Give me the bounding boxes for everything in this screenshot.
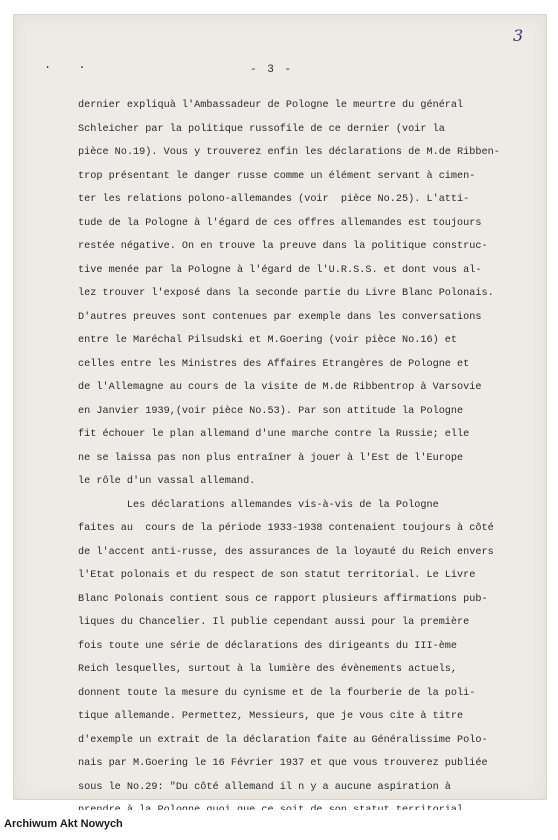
text-line: fois toute une série de déclarations des dirigeants du III-ème [78,640,458,652]
text-line: faites au cours de la période 1933-1938 contenaient toujours à côté [78,523,494,534]
text-line: tude de la Pologne à l'égard de ces offres allemandes est toujours [78,217,482,229]
text-line: de l'accent anti-russe, des assurances de la loyauté du Reich envers [78,546,494,558]
text-line: celles entre les Ministres des Affaires Etrangères de Pologne et [78,358,470,370]
archive-label: Archiwum Akt Nowych [4,818,123,830]
text-line: de l'Allemagne au cours de la visite de M.de Ribbentrop à Varsovie [78,382,482,393]
text-line: restée négative. On en trouve la preuve dans la politique construc- [78,241,488,252]
text-line: en Janvier 1939,(voir pièce No.53). Par son attitude la Pologne [78,405,464,417]
text-line: tive menée par la Pologne à l'égard de l'U.R.S.S. et dont vous al- [78,264,482,276]
text-line: Blanc Polonais contient sous ce rapport plusieurs affirmations pub- [78,593,488,605]
text-line: D'autres preuves sont contenues par exemple dans les conversations [78,311,482,323]
text-line: d'exemple un extrait de la déclaration faite au Généralissime Polo- [78,734,488,746]
text-line: dernier expliquà l'Ambassadeur de Pologne le meurtre du général [78,100,464,111]
text-line: trop présentant le danger russe comme un élément servant à cimen- [78,170,476,182]
text-line: sous le No.29: "Du côté allemand il n y a aucune aspiration à [78,781,451,793]
text-line: lez trouver l'exposé dans la seconde partie du Livre Blanc Polonais. [78,288,494,299]
text-line: fit échouer le plan allemand d'une marche contre la Russie; elle [78,429,470,440]
body-text [78,94,530,823]
header-dots: . . [44,58,96,72]
text-line: Schleicher par la politique russofile de ce dernier (voir la [78,123,445,135]
archive-footer [0,810,558,840]
text-line: pièce No.19). Vous y trouverez enfin les déclarations de M.de Ribben- [78,147,500,158]
text-line: nais par M.Goering le 16 Février 1937 et que vous trouverez publiée [78,758,488,769]
text-line: l'Etat polonais et du respect de son statut territorial. Le Livre [78,570,476,581]
text-line: Reich lesquelles, surtout à la lumière des évènements actuels, [78,664,458,675]
text-line: le rôle d'un vassal allemand. [78,476,256,487]
text-line: tique allemande. Permettez, Messieurs, que je vous cite à titre [78,711,464,722]
text-line: donnent toute la mesure du cynisme et de la fourberie de la poli- [78,687,476,699]
page-number: - 3 - [250,64,294,76]
text-line: Les déclarations allemandes vis-à-vis de la Pologne [78,499,439,511]
handwritten-page-mark: 3 [513,26,524,45]
text-line: liques du Chancelier. Il publie cependant aussi pour la première [78,617,470,628]
text-line: entre le Maréchal Pilsudski et M.Goering (voir pièce No.16) et [78,335,458,346]
text-line: ne se laissa pas non plus entraîner à jouer à l'Est de l'Europe [78,452,464,464]
text-line: ter les relations polono-allemandes (voir pièce No.25). L'atti- [78,194,470,205]
